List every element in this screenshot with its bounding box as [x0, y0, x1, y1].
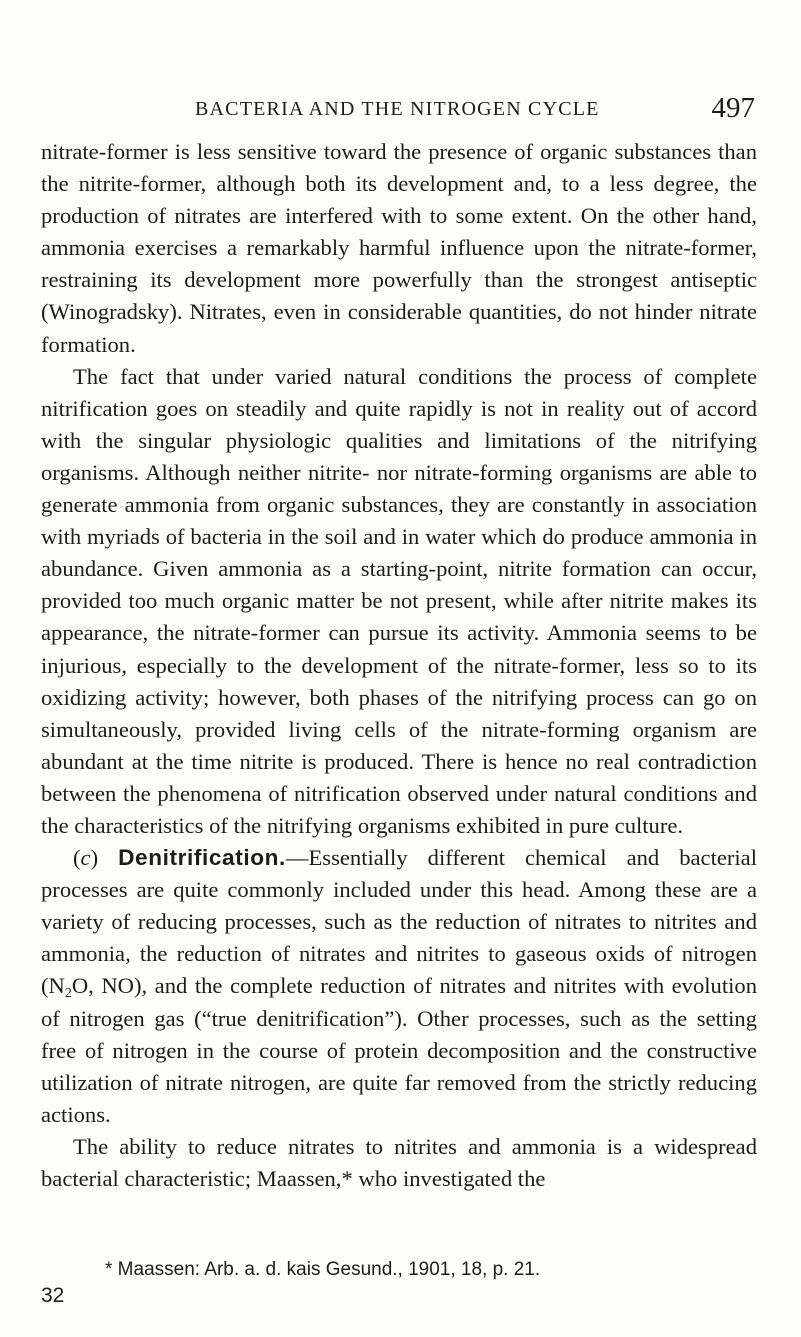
running-header — [195, 92, 755, 126]
section-label-open: ( — [73, 845, 81, 871]
section-label-letter: c — [80, 845, 91, 871]
subscript: 2 — [64, 986, 72, 1002]
section-heading: Denitrification. — [118, 845, 286, 871]
section-label-close: ) — [90, 845, 99, 871]
running-title: BACTERIA AND THE NITROGEN CYCLE — [195, 98, 600, 120]
paragraph-4: The ability to reduce nitrates to nitrites and ammonia is a widespread bacterial characteristic; Maassen,* who investigated the — [41, 1133, 757, 1191]
signature-mark: 32 — [41, 1284, 65, 1307]
footnote: * Maassen: Arb. a. d. kais Gesund., 1901, 18, p. 21. — [105, 1259, 541, 1280]
paragraph-2: The fact that under varied natural conditions the process of complete nitrification goes on steadily and quite rapidly is not in reality out of accord with the singular physiologic qualities and limitations of the nitrifying organisms. Although neither nitrite- nor nitrate-forming organisms are able to generate ammonia from organic substances, they are constantly in association with myriads of bacteria in the soil and in water which do produce ammonia in abundance. Given ammonia as a starting-point, nitrite formation can occur, provided too much organic matter be not present, while after nitrite makes its appearance, the nitrate-former can pursue its activity. Ammonia seems to be injurious, especially to the development of the nitrate-former, less so to its oxidizing activity; however, both phases of the nitrifying process can go on simultaneously, provided living cells of the nitrate-forming organism are abundant at the time nitrite is produced. There is hence no real contradiction between the phenomena of nitrification observed under natural conditions and the characteristics of the nitrifying organisms exhibited in pure culture. — [41, 363, 757, 838]
body-text — [41, 136, 757, 1195]
page-number: 497 — [711, 92, 755, 124]
paragraph-1: nitrate-former is less sensitive toward the presence of organic substances than the nitrite-former, although both its development and, to a less degree, the production of nitrates are interfered with to some extent. On the other hand, ammonia exercises a remarkably harmful influence upon the nitrate-former, restraining its development more powerfully than the strongest antiseptic (Winogradsky). Nitrates, even in considerable quantities, do not hinder nitrate formation. — [41, 139, 757, 357]
paragraph-3-text-a: —Essentially different chemical and bacterial processes are quite commonly included under this head. Among these are a variety of reducing processes, such as the reduction of nitrates to nitrites and ammonia, the reduction of nitrates and nitrites to gaseous oxids of nitrogen (N — [41, 845, 757, 999]
paragraph-3-text-b: O, NO), and the complete reduction of nitrates and nitrites with evolution of nitrogen gas (“true denitrification”). Other processes, such as the setting free of nitrogen in the course of protein decomposition and the constructive utilization of nitrate nitrogen, are quite far removed from the strictly reducing actions. — [41, 973, 757, 1127]
paragraph-3 — [41, 842, 757, 1131]
